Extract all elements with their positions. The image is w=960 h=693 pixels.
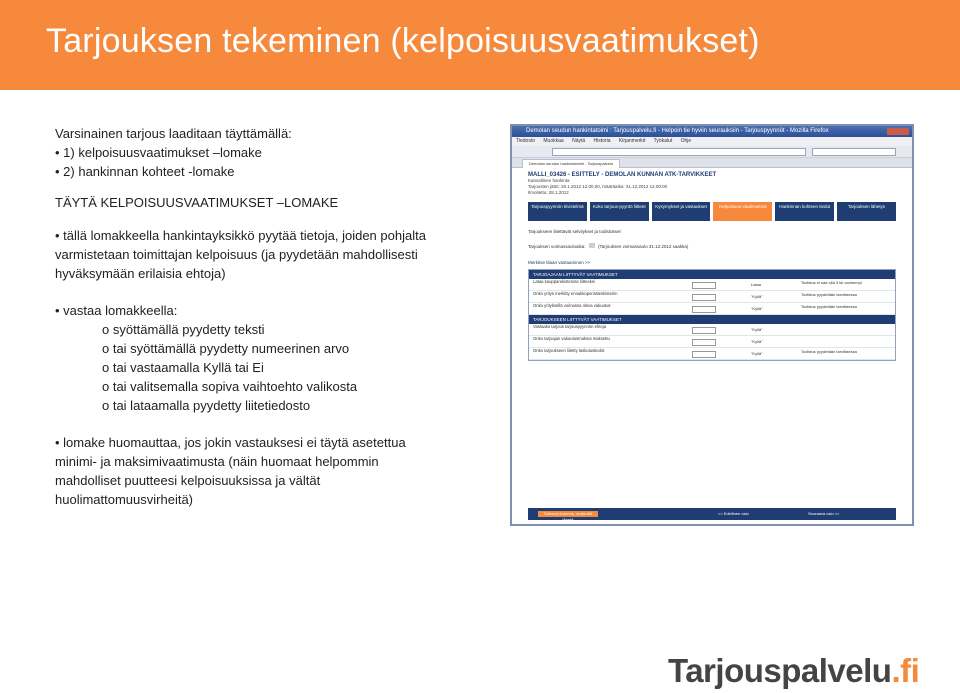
row-label: Onko yritys merkitty ennakkoperintärekisteriin xyxy=(533,291,618,296)
step-tab: Koko tarjous-pyyntö liitteet xyxy=(590,202,649,221)
step-tab: Tarjouksen lähetys xyxy=(837,202,896,221)
show-link: Merkitse tilaan vastaaminen >> xyxy=(528,260,591,265)
window-controls-icon xyxy=(887,128,909,135)
answer-item: o tai lataamalla pyydetty liitetiedosto xyxy=(102,398,311,413)
content-text xyxy=(55,124,495,509)
row-select xyxy=(692,282,716,289)
row-label: Onko yrityksellä voimassa oleva vakuutus xyxy=(533,303,611,308)
menu-item: Kirjanmerkit xyxy=(618,138,646,144)
para-line: • lomake huomauttaa, jos jokin vastauksesi ei täytä asetettua xyxy=(55,435,406,450)
embedded-screenshot xyxy=(510,124,914,526)
step-tab: Kysymykset ja vastaukset xyxy=(652,202,711,221)
table-row xyxy=(529,291,895,303)
row-value: "Kyllä" xyxy=(751,294,763,299)
menu-item: Muokkaa xyxy=(543,138,564,144)
search-box xyxy=(812,148,896,156)
validity-line xyxy=(528,243,896,250)
web-page xyxy=(512,168,912,365)
row-note: Todistus pyydetään tarvittaessa xyxy=(801,349,857,354)
browser-toolbar xyxy=(512,146,912,158)
row-label: Vastaako tarjous tarjouspyynnön ehtoja xyxy=(533,324,607,329)
prev-section-link: << Edellinen osio xyxy=(718,511,749,516)
list-item: • 2) hankinnan kohteet -lomake xyxy=(55,164,235,179)
validity-label: Tarjouksen voimassaoloaika: xyxy=(528,244,586,249)
step-tab-active: Kelpoisuus-vaatimukset xyxy=(713,202,772,221)
row-select xyxy=(692,351,716,358)
row-select xyxy=(692,327,716,334)
table-row xyxy=(529,303,895,315)
row-select xyxy=(692,339,716,346)
browser-tab: Demolan seudun hankintatoimi - Tarjouspalvelu xyxy=(522,159,620,168)
validity-note: (Tarjouksen voimassaolo 31.12.2012 saakka) xyxy=(598,244,689,249)
row-label: Onko tarjoukseen liitetty laskutustiedot xyxy=(533,348,605,353)
menu-item: Ohje xyxy=(680,138,692,144)
para-line: mahdolliset puutteesi kelpoisuuksissa ja vältät xyxy=(55,473,321,488)
list-item: • 1) kelpoisuusvaatimukset –lomake xyxy=(55,145,262,160)
table-row xyxy=(529,324,895,336)
tender-meta: Tarjousten jättö: 28.1.2012 12.00.00, määräaika: 31.12.2012 12.00.00 xyxy=(528,184,668,189)
para-line: huolimattomuusvirheitä) xyxy=(55,492,194,507)
menu-item: Tiedosto xyxy=(516,138,535,144)
answer-item: o tai vastaamalla Kyllä tai Ei xyxy=(102,360,264,375)
row-select xyxy=(692,306,716,313)
answer-intro: • vastaa lomakkeella: xyxy=(55,303,178,318)
row-value: "Kyllä" xyxy=(751,306,763,311)
para-line: minimi- ja maksimivaatimusta (näin huomaat helpommin xyxy=(55,454,379,469)
table-row xyxy=(529,336,895,348)
section-header: TARJOAJAAN LIITTYVÄT VAATIMUKSET xyxy=(529,270,895,279)
row-value: Lataa xyxy=(751,282,762,287)
answer-item: o syöttämällä pyydetty teksti xyxy=(102,322,265,337)
table-row xyxy=(529,348,895,360)
row-label: Lataa kaupparekisteriote liitteeksi xyxy=(533,279,595,284)
para-line: hyväksymään erilaisia ehtoja) xyxy=(55,266,226,281)
para-line: varmistetaan toimittajan kelpoisuus (ja pyydetään mahdollisesti xyxy=(55,247,418,262)
para-line: • tällä lomakkeella hankintayksikkö pyytää tietoja, joiden pohjalta xyxy=(55,228,426,243)
row-note: Todistus pyydetään tarvittaessa xyxy=(801,304,857,309)
menu-item: Näytä xyxy=(572,138,586,144)
validity-field xyxy=(589,243,595,248)
menu-item: Työkalut xyxy=(653,138,673,144)
intro-line: Varsinainen tarjous laaditaan täyttämällä: xyxy=(55,126,292,141)
address-bar xyxy=(552,148,806,156)
tender-meta: Ilmoitettu: 28.1.2012 xyxy=(528,190,569,195)
next-section-link: Seuraava osio >> xyxy=(808,511,840,516)
step-tab: Tarjouspyynnön tiivistelmä xyxy=(528,202,587,221)
row-value: "Kyllä" xyxy=(751,351,763,356)
browser-titlebar xyxy=(512,126,912,137)
browser-title: Demolan seudun hankintatoimi : Tarjouspalvelu.fi - Helpoin tie hyviin seurauksiin - Tarjouspyynnöt - Mozilla Firefox xyxy=(526,128,829,134)
section-heading: TÄYTÄ KELPOISUUSVAATIMUKSET –LOMAKE xyxy=(55,195,339,210)
answer-item: o tai syöttämällä pyydetty numeerinen arvo xyxy=(102,341,350,356)
tarjouspalvelu-logo xyxy=(668,653,919,689)
step-navigation xyxy=(528,202,896,221)
slide-title: Tarjouksen tekeminen (kelpoisuusvaatimukset) xyxy=(46,22,760,60)
row-value: "Kyllä" xyxy=(751,327,763,332)
logo-suffix: .fi xyxy=(891,652,920,689)
row-value: "Kyllä" xyxy=(751,339,763,344)
logo-main: Tarjouspalvelu xyxy=(668,652,892,689)
answer-item: o tai valitsemalla sopiva vaihtoehto valikosta xyxy=(102,379,358,394)
section-header: TARJOUKSEEN LIITTYVÄT VAATIMUKSET xyxy=(529,315,895,324)
tender-meta: Kansallinen hankinta xyxy=(528,178,570,183)
row-note: Todistus pyydetään tarvittaessa xyxy=(801,292,857,297)
row-select xyxy=(692,294,716,301)
save-draft-button: Tallenna luonnos, mutta älä lähetä xyxy=(538,511,598,517)
menu-item: Historia xyxy=(593,138,611,144)
browser-menu xyxy=(512,137,912,146)
tender-header: MALLI_03426 - ESITTELY - DEMOLAN KUNNAN ATK-TARVIKKEET xyxy=(528,172,717,178)
browser-tabs xyxy=(512,158,912,168)
row-label: Onko tarjoajan vakuutusmaksut maksettu xyxy=(533,336,610,341)
table-row xyxy=(529,279,895,291)
requirements-table xyxy=(528,269,896,361)
row-note: Todistus ei saa olla 3 kk vanhempi xyxy=(801,280,862,285)
page-footer xyxy=(528,508,896,520)
step-tab: Hankinnan kohteen tiedot xyxy=(775,202,834,221)
instruction-text: Tarjoukseen liitettävät selvitykset ja todistukset xyxy=(528,229,621,234)
title-bar xyxy=(0,0,960,90)
